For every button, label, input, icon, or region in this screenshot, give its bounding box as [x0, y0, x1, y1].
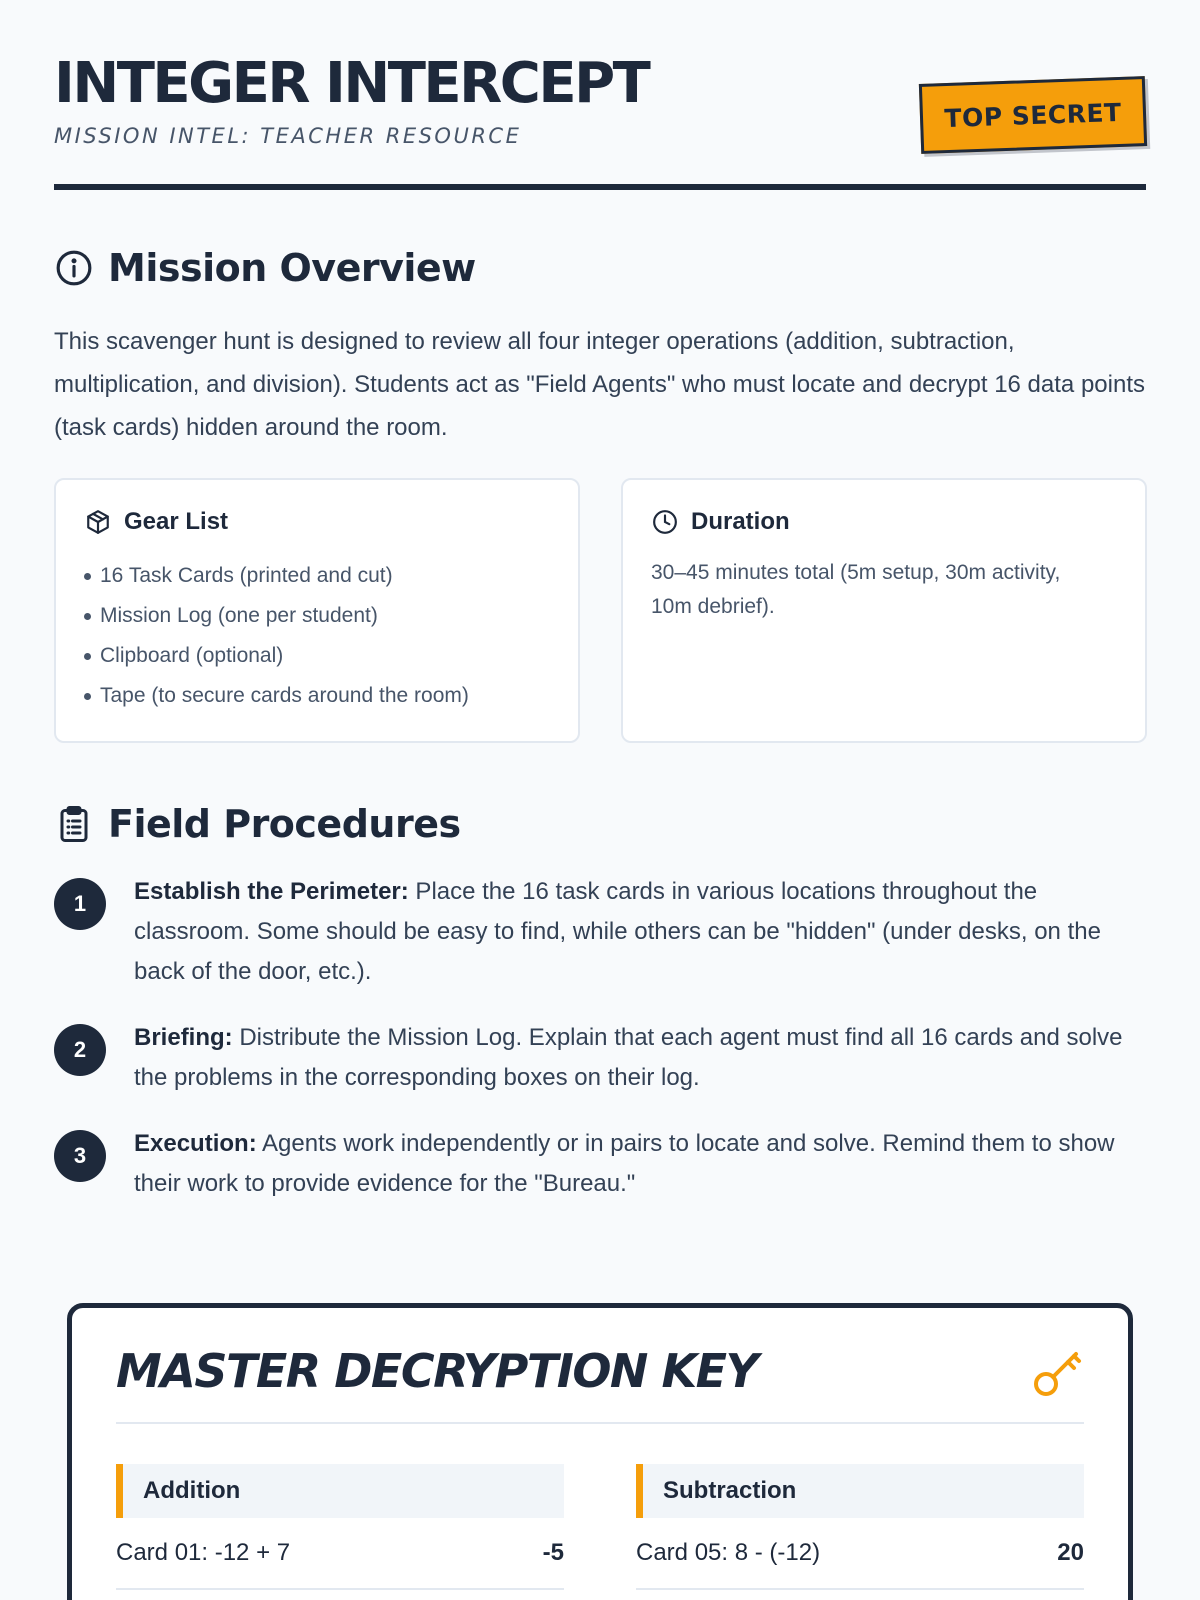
- clock-icon: [651, 508, 679, 536]
- duration-card: [621, 478, 1147, 743]
- step-number: 1: [54, 878, 106, 930]
- decryption-key-header: [116, 1344, 1084, 1424]
- list-item: [84, 636, 550, 676]
- step-body: Agents work independently or in pairs to locate and solve. Remind them to show their work to provide evidence for the "Bureau.": [134, 1130, 1115, 1197]
- answer-text: -5: [542, 1539, 564, 1566]
- procedure-step: [54, 1018, 1146, 1098]
- list-item: [84, 676, 550, 716]
- page-subtitle: MISSION INTEL: TEACHER RESOURCE: [54, 124, 522, 148]
- step-label: Execution:: [134, 1130, 257, 1157]
- list-item: [84, 556, 550, 596]
- subtraction-column: [636, 1464, 1084, 1590]
- procedure-step: [54, 1124, 1146, 1204]
- key-icon: [1032, 1346, 1084, 1398]
- gear-item-text: 16 Task Cards (printed and cut): [100, 564, 393, 587]
- gear-list-title: [84, 508, 550, 536]
- problem-text: Card 01: -12 + 7: [116, 1539, 291, 1566]
- duration-label: Duration: [691, 508, 790, 535]
- gear-list: [84, 556, 550, 716]
- procedures-heading: [54, 802, 461, 846]
- gear-list-label: Gear List: [124, 508, 229, 535]
- step-body: Distribute the Mission Log. Explain that each agent must find all 16 cards and solve the problems in the corresponding boxes on their log.: [134, 1024, 1123, 1091]
- top-secret-stamp: TOP SECRET: [919, 76, 1147, 154]
- operations-grid: [116, 1464, 1084, 1590]
- gear-list-card: [54, 478, 580, 743]
- header: [54, 0, 1146, 190]
- step-label: Briefing:: [134, 1024, 233, 1051]
- procedure-step: [54, 872, 1146, 992]
- duration-title: [651, 508, 1117, 536]
- subtraction-heading: Subtraction: [636, 1464, 1084, 1518]
- step-text: [134, 1018, 1146, 1098]
- info-icon: [54, 248, 94, 288]
- gear-item-text: Mission Log (one per student): [100, 604, 378, 627]
- procedures-title: Field Procedures: [108, 802, 461, 846]
- gear-item-text: Clipboard (optional): [100, 644, 284, 667]
- page-title: INTEGER INTERCEPT: [54, 51, 649, 116]
- answer-text: 20: [1057, 1539, 1084, 1566]
- overview-text: This scavenger hunt is designed to review all four integer operations (addition, subtraction, multiplication, and division). Students act as "Field Agents" who must locate and decrypt 16 data points (task cards) hidden around the room.: [54, 328, 1145, 441]
- box-icon: [84, 508, 112, 536]
- overview-title: Mission Overview: [108, 246, 476, 290]
- addition-heading: Addition: [116, 1464, 564, 1518]
- overview-heading: [54, 246, 476, 290]
- step-text: [134, 872, 1146, 992]
- decryption-key-title: MASTER DECRYPTION KEY: [116, 1344, 758, 1398]
- procedure-steps: [54, 872, 1146, 1230]
- list-item: [84, 596, 550, 636]
- step-number: 3: [54, 1130, 106, 1182]
- step-text: [134, 1124, 1146, 1204]
- step-label: Establish the Perimeter:: [134, 878, 409, 905]
- addition-column: [116, 1464, 564, 1590]
- table-row: [636, 1518, 1084, 1590]
- step-number: 2: [54, 1024, 106, 1076]
- duration-text: 30–45 minutes total (5m setup, 30m activity, 10m debrief).: [651, 561, 1061, 618]
- table-row: [116, 1518, 564, 1590]
- clipboard-icon: [54, 804, 94, 844]
- gear-item-text: Tape (to secure cards around the room): [100, 684, 469, 707]
- problem-text: Card 05: 8 - (-12): [636, 1539, 821, 1566]
- step-body: Place the 16 task cards in various locations throughout the classroom. Some should be easy to find, while others can be "hidden" (under desks, on the back of the door, etc.).: [134, 878, 1101, 985]
- decryption-key-box: [67, 1303, 1133, 1600]
